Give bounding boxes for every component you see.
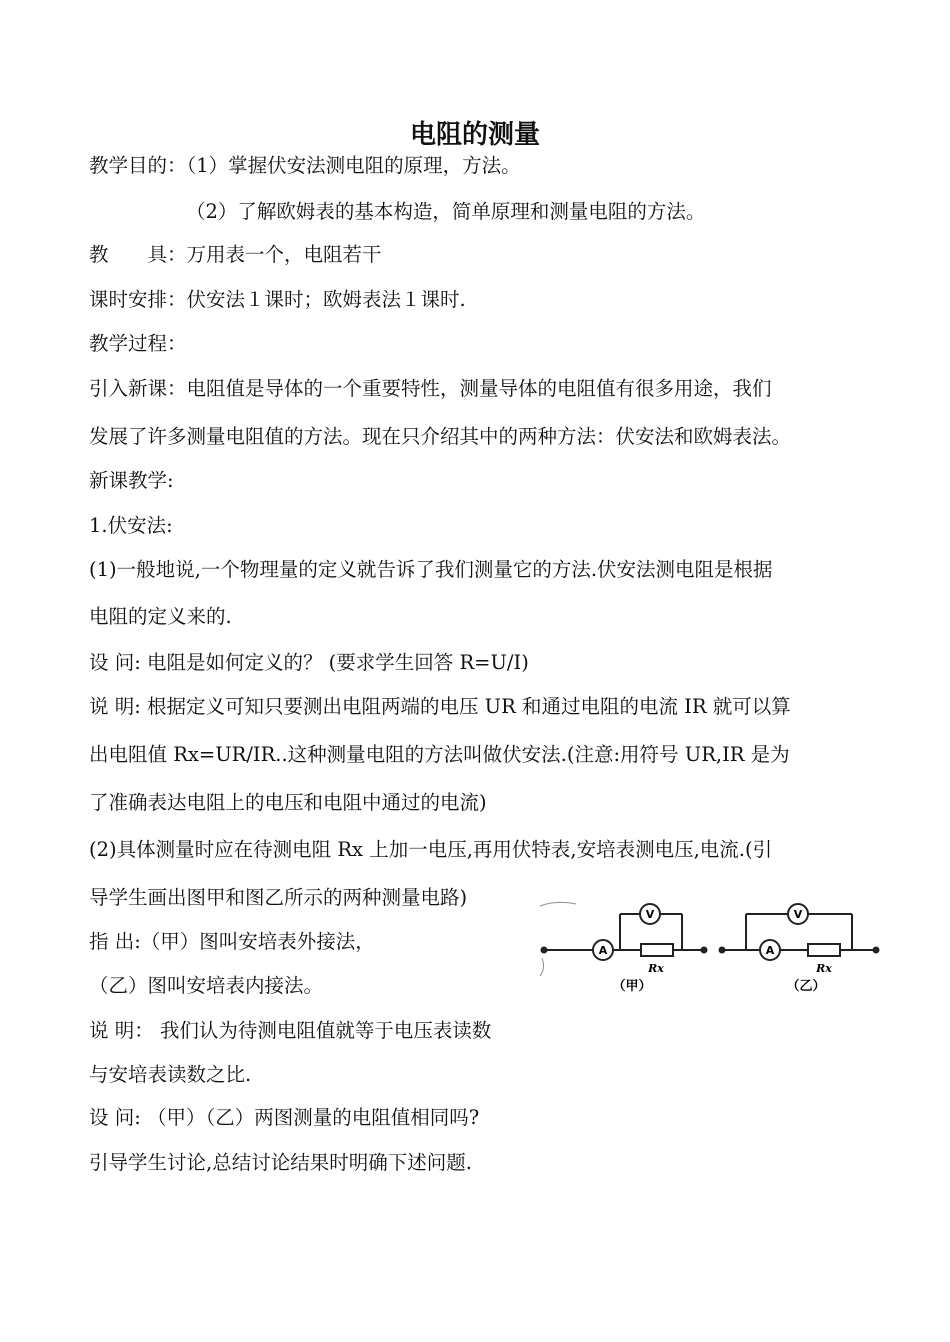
text-line: 说 明： 我们认为待测电阻值就等于电压表读数 — [89, 1019, 492, 1042]
text-line: （乙）图叫安培表内接法。 — [89, 974, 324, 997]
text-line: 课时安排：伏安法１课时；欧姆表法１课时. — [89, 288, 466, 311]
circuit-figure — [536, 898, 886, 1008]
text-line: 引入新课：电阻值是导体的一个重要特性，测量导体的电阻值有很多用途，我们 — [89, 377, 772, 400]
text-line: 指 出:（甲）图叫安培表外接法， — [89, 930, 375, 953]
voltmeter-label: V — [793, 908, 803, 921]
circuit-jia — [540, 902, 707, 976]
text-line: 导学生画出图甲和图乙所示的两种测量电路) — [89, 886, 468, 909]
text-line: 设 问: 电阻是如何定义的？ (要求学生回答 R=U/I) — [89, 651, 529, 674]
ammeter-label: A — [598, 944, 608, 957]
text-line: (2)具体测量时应在待测电阻 Rx 上加一电压,再用伏特表,安培表测电压,电流.(引 — [89, 838, 773, 861]
text-line: （2）了解欧姆表的基本构造，简单原理和测量电阻的方法。 — [186, 200, 706, 223]
text-line: 发展了许多测量电阻值的方法。现在只介绍其中的两种方法：伏安法和欧姆表法。 — [89, 425, 792, 448]
ammeter-label: A — [765, 944, 775, 957]
resistor-label: Rx — [648, 962, 664, 975]
text-line: 设 问: （甲）（乙）两图测量的电阻值相同吗? — [89, 1106, 480, 1129]
resistor-label: Rx — [816, 962, 832, 975]
text-line: 引导学生讨论,总结讨论结果时明确下述问题. — [89, 1151, 472, 1174]
page-title: 电阻的测量 — [409, 120, 540, 150]
text-line: 教学过程： — [89, 332, 187, 355]
text-line: 与安培表读数之比. — [89, 1063, 252, 1086]
text-line: 出电阻值 Rx=UR/IR..这种测量电阻的方法叫做伏安法.(注意:用符号 UR,IR 是为 — [89, 743, 790, 766]
text-line: 电阻的定义来的. — [89, 605, 232, 628]
text-line: 教 具：万用表一个，电阻若干 — [89, 243, 382, 266]
figure-label-jia: （甲） — [612, 979, 652, 994]
text-line: 说 明: 根据定义可知只要测出电阻两端的电压 UR 和通过电阻的电流 IR 就可以算 — [89, 695, 791, 718]
figure-label-yi: （乙） — [786, 979, 826, 994]
voltmeter-label: V — [645, 908, 655, 921]
text-line: 新课教学: — [89, 469, 174, 492]
text-line: 教学目的：（1）掌握伏安法测电阻的原理，方法。 — [89, 154, 521, 177]
text-line: (1)一般地说,一个物理量的定义就告诉了我们测量它的方法.伏安法测电阻是根据 — [89, 558, 773, 581]
text-line: 了准确表达电阻上的电压和电阻中通过的电流) — [89, 791, 487, 814]
text-line: 1.伏安法: — [89, 514, 173, 537]
